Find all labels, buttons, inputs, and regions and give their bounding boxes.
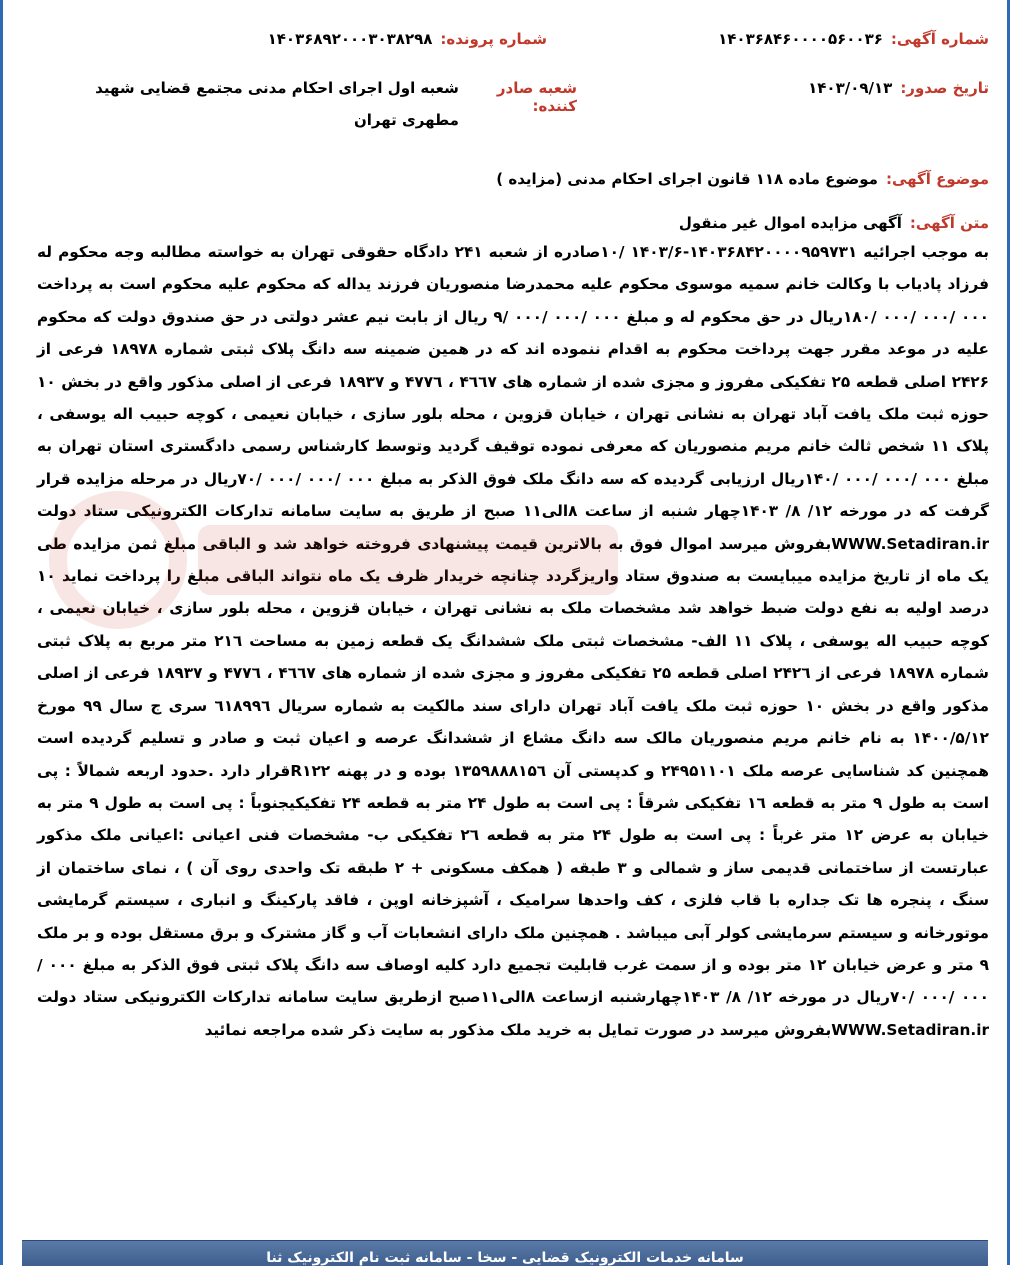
case-number-value: ۱۴۰۳۶۸۹۲۰۰۰۳۰۳۸۲۹۸ [267,30,433,48]
case-number-row [268,30,547,48]
issue-date-row [808,79,989,97]
notice-text-label: متن آگهی: [909,214,989,232]
notice-page [3,0,1007,1240]
issue-date-label: تاریخ صدور: [900,79,989,97]
footer-bar: سامانه خدمات الکترونیک قضایی - سخا - سامانه ثبت نام الکترونیک ثنا [22,1240,988,1266]
notice-number-value: ۱۴۰۳۶۸۴۶۰۰۰۰۵۶۰۰۳۶ [718,30,883,48]
notice-number-row [718,30,989,48]
case-number-label: شماره پرونده: [440,30,547,48]
issuing-branch-value: شعبه اول اجرای احکام مدنی مجتمع قضایی شهید مطهری تهران [95,79,459,129]
notice-subject-label: موضوع آگهی: [885,170,989,188]
notice-subject-row [496,170,989,188]
notice-text-title-row [679,214,989,232]
notice-body-text: به موجب اجرائیه ۱۴۰۳۶۸۴۲۰۰۰۰۹۵۹۷۳۱-۱۴۰۳/۶ /۱۰صادره از شعبه ۲۴۱ دادگاه حقوقی تهران به خواسته مطالبه وجه محکوم له فرزاد پادیاب با وکالت خانم سمیه موسوی محکوم علیه محمدرضا منصوریان فرزند یداله که محکوم علیه محکوم است به پرداخت ۰۰۰ /۰۰۰ /۰۰۰ /۱۸۰ریال در حق محکوم له و مبلغ ۰۰۰ /۰۰۰ /۰۰۰ /۹ ریال از بابت نیم عشر دولتی در حق صندوق دولت که محکوم علیه در موعد مقرر جهت پرداخت محکوم به اقدام ننموده اند که در همین ضمینه سه دانگ پلاک ثبتی شماره ۱۸۹۷۸ فرعی از ۲۴۲۶ اصلی قطعه ۲۵ تفکیکی مفروز و مجزی شده از شماره های ۴٦٦٧ ، ۴۷۷٦ و ۱۸۹۳۷ فرعی از اصلی مذکور واقع در بخش ۱۰ حوزه ثبت ملک یافت آباد تهران به نشانی تهران ، خیابان قزوین ، محله بلور سازی ، خیابان نعیمی ، کوچه حبیب اله یوسفی ، پلاک ۱۱ شخص ثالث خانم مریم منصوریان که معرفی نموده توقیف گردید وتوسط کارشناس رسمی دادگستری استان تهران به مبلغ ۰۰۰ /۰۰۰ /۰۰۰ /۱۴۰ریال ارزیابی گردیده که سه دانگ ملک فوق الذکر به مبلغ ۰۰۰ /۰۰۰ /۰۰۰ /۷۰ریال در مرحله مزایده قرار گرفت که در مورخه ۱۲/ ۸/ ۱۴۰۳چهار شنبه از ساعت ۸الی۱۱ صبح از طریق به سایت سامانه تدارکات الکترونیکی ستاد دولت WWW.Setadiran.irبفروش میرسد اموال فوق به بالاترین قیمت پیشنهادی فروخته خواهد شد و الباقی مبلغ ثمن مزایده طی یک ماه از تاریخ مزایده میبایست به صندوق ستاد واریزگردد چنانچه خریدار ظرف یک ماه نتواند الباقی مبلغ را پرداخت نماید ۱۰ درصد اولیه به نفع دولت ضبط خواهد شد مشخصات ملک به نشانی تهران ، خیابان قزوین ، محله بلور سازی ، خیابان نعیمی ، کوچه حبیب اله یوسفی ، پلاک ۱۱ الف- مشخصات ثبتی ملک ششدانگ یک قطعه زمین به مساحت ۲۱٦ متر مربع به پلاک ثبتی شماره ۱۸۹۷۸ فرعی از ۲۴۲٦ اصلی قطعه ۲۵ تفکیکی مفروز و مجزی شده از شماره های ۴٦٦۷ ، ۴۷۷٦ و ۱۸۹۳۷ فرعی از اصلی مذکور واقع در بخش ۱۰ حوزه ثبت ملک یافت آباد تهران دارای سند مالکیت به شماره سریال ٦۱۸۹۹٦ سری ج سال ۹۹ مورخ ۱۴۰۰/۵/۱۲ به نام خانم مریم منصوریان مالک سه دانگ مشاع از ششدانگ عرصه و اعیان ثبت و صادر و تسلیم گردیده است همچنین کد شناسایی عرصه ملک ۲۴۹۵۱۱۰۱ و کدپستی آن ۱۳۵۹۸۸۸۱۵٦ بوده و در پهنه R۱۲۲قرار دارد .حدود اربعه شمالاً : پی است به طول ۹ متر به قطعه ۱٦ تفکیکی شرقاً : پی است به طول ۲۴ متر به قطعه ۲۴ تفکیکیجنوباً : پی است به طول ۹ متر به خیابان به عرض ۱۲ متر غرباً : پی است به طول ۲۴ متر به قطعه ۲٦ تفکیکی ب- مشخصات فنی اعیانی :اعیانی ملک مذکور عبارتست از ساختمانی قدیمی ساز و شمالی و ۳ طبقه ( همکف مسکونی + ۲ طبقه تک واحدی روی آن ) ، نمای ساختمان از سنگ ، پنجره ها تک جداره با قاب فلزی ، کف واحدها سرامیک ، آشپزخانه اوپن ، فاقد پارکینگ و انباری ، سیستم گرمایشی موتورخانه و سیستم سرمایشی کولر آبی میباشد . همچنین ملک دارای انشعابات آب و گاز مشترک و برق مستقل بوده و بر ملک ۹ متر و عرض خیابان ۱۲ متر بوده و از سمت غرب قابلیت تجمیع دارد کلیه اوصاف سه دانگ پلاک ثبتی فوق الذکر به مبلغ ۰۰۰ /۰۰۰ /۰۰۰ /۷۰ریال در مورخه ۱۲/ ۸/ ۱۴۰۳چهارشنبه ازساعت ۸الی۱۱صبح ازطریق سایت سامانه تدارکات الکترونیکی ستاد دولت WWW.Setadiran.irبفروش میرسد در صورت تمایل به خرید ملک مذکور به سایت ذکر شده مراجعه نمائید [37,243,990,1039]
issuing-branch-label: شعبه صادر کننده: [496,79,577,115]
notice-number-label: شماره آگهی: [890,30,989,48]
notice-text-title: آگهی مزایده اموال غیر منقول [678,214,902,232]
issue-date-value: ۱۴۰۳/۰۹/۱۳ [808,79,893,97]
issuing-branch-row [57,79,577,136]
notice-subject-value: موضوع ماده ۱۱۸ قانون اجرای احکام مدنی (مزایده ) [496,170,878,188]
